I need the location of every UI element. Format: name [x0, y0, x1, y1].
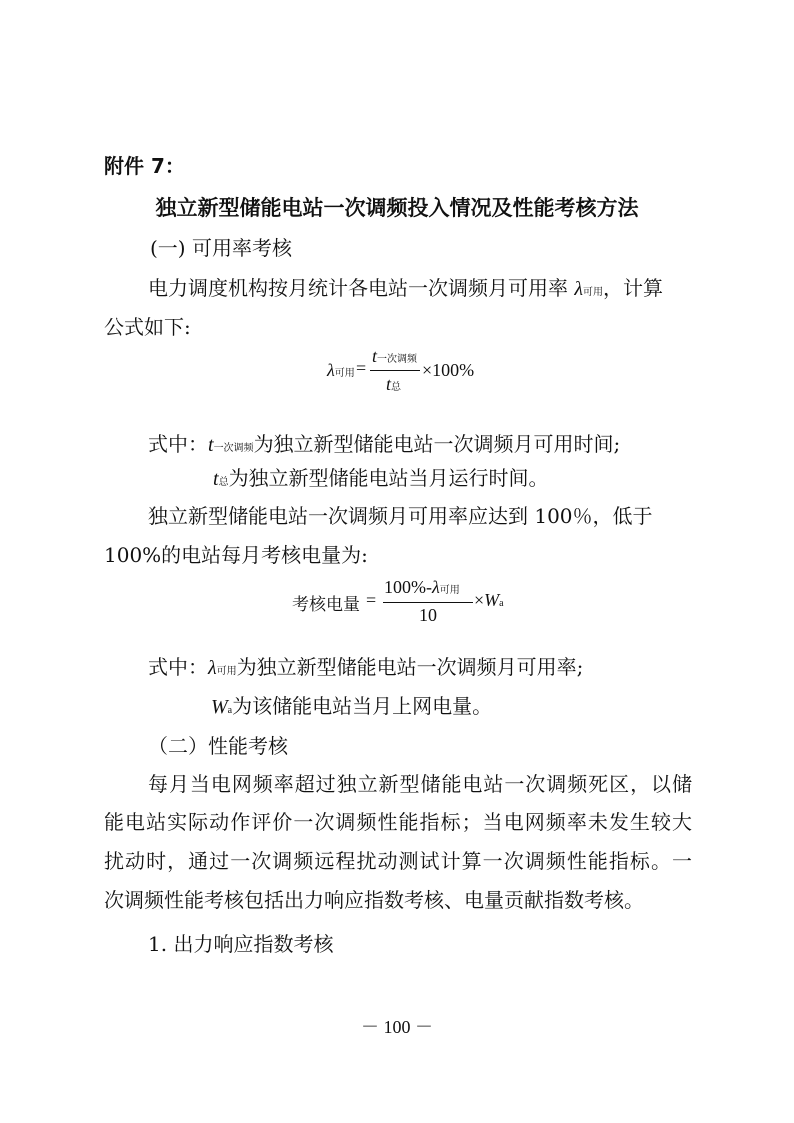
where-label: 式中：	[148, 432, 208, 456]
where-clause-4	[211, 690, 492, 719]
where3-symbol: λ	[208, 657, 217, 679]
where-clause-3	[148, 651, 583, 680]
lambda-symbol: λ	[574, 278, 584, 300]
formula2-denominator: 10	[419, 605, 437, 625]
lambda-subscript: 可用	[583, 287, 604, 298]
formula1-num-subscript: 一次调频	[377, 354, 418, 365]
section-heading-performance: （二）性能考核	[148, 734, 288, 758]
paragraph-performance-line1: 每月当电网频率超过独立新型储能电站一次调频死区，以储	[148, 772, 692, 796]
formula1-lhs-symbol: λ	[327, 360, 335, 380]
paragraph-performance-line3: 扰动时，通过一次调频远程扰动测试计算一次调频性能指标。一	[104, 849, 692, 873]
document-title: 独立新型储能电站一次调频投入情况及性能考核方法	[155, 196, 639, 220]
where4-subscript: a	[227, 705, 233, 716]
where-clause-1	[148, 428, 620, 457]
page-number: － 100 －	[361, 1017, 433, 1037]
formula2-num-symbol: λ	[432, 577, 440, 597]
paragraph-availability-line1	[148, 272, 663, 301]
where3-subscript: 可用	[216, 666, 237, 677]
formula1-denominator	[386, 374, 401, 395]
formula1-lhs	[327, 360, 355, 381]
formula1-equals: =	[356, 358, 367, 378]
where4-text: 为该储能电站当月上网电量。	[232, 694, 493, 718]
paragraph-availability-line2: 公式如下:	[104, 315, 191, 339]
where1-symbol: t	[208, 434, 214, 456]
formula2-numerator	[384, 577, 460, 598]
where2-symbol: t	[213, 468, 219, 490]
section-heading-availability: (一) 可用率考核	[150, 236, 292, 260]
where1-text: 为独立新型储能电站一次调频月可用时间;	[253, 432, 621, 456]
paragraph-performance-line4: 次调频性能考核包括出力响应指数考核、电量贡献指数考核。	[104, 888, 644, 912]
formula1-fraction-bar	[370, 370, 420, 371]
paragraph-text: 电力调度机构按月统计各电站一次调频月可用率	[148, 276, 575, 300]
where-label: 式中：	[148, 655, 208, 679]
formula1-num-symbol: t	[372, 346, 378, 366]
formula2-num-minus: -	[426, 577, 432, 597]
where1-subscript: 一次调频	[213, 443, 254, 454]
formula2-times: ×	[474, 590, 485, 610]
where-clause-2	[213, 462, 549, 491]
formula1-numerator	[372, 346, 417, 367]
formula1-lhs-subscript: 可用	[334, 368, 355, 379]
paragraph-text-end: ，计算	[603, 276, 664, 300]
formula1-den-subscript: 总	[391, 382, 402, 393]
paragraph-assessment-line1: 独立新型储能电站一次调频月可用率应达到 100％，低于	[148, 504, 653, 528]
formula2-lhs: 考核电量	[292, 595, 360, 615]
where2-subscript: 总	[218, 477, 229, 488]
formula2-w-subscript: a	[499, 598, 504, 609]
where4-symbol: W	[211, 696, 228, 718]
paragraph-performance-line2: 能电站实际动作评价一次调频性能指标；当电网频率未发生较大	[104, 810, 692, 834]
formula1-den-symbol: t	[386, 374, 392, 394]
formula2-equals: =	[366, 590, 377, 610]
where2-text: 为独立新型储能电站当月运行时间。	[228, 466, 549, 490]
formula2-fraction-bar	[383, 602, 473, 603]
formula2-num-percent: 100%	[384, 577, 426, 597]
list-item-output-response: 1. 出力响应指数考核	[148, 932, 334, 956]
formula2-num-subscript: 可用	[439, 585, 460, 596]
formula1-rhs: ×100%	[422, 360, 475, 380]
formula2-w-symbol: W	[484, 590, 500, 610]
attachment-label: 附件 7：	[104, 154, 185, 178]
formula2-rhs	[474, 590, 504, 611]
where3-text: 为独立新型储能电站一次调频月可用率;	[236, 655, 584, 679]
paragraph-assessment-line2: 100%的电站每月考核电量为:	[104, 543, 368, 567]
